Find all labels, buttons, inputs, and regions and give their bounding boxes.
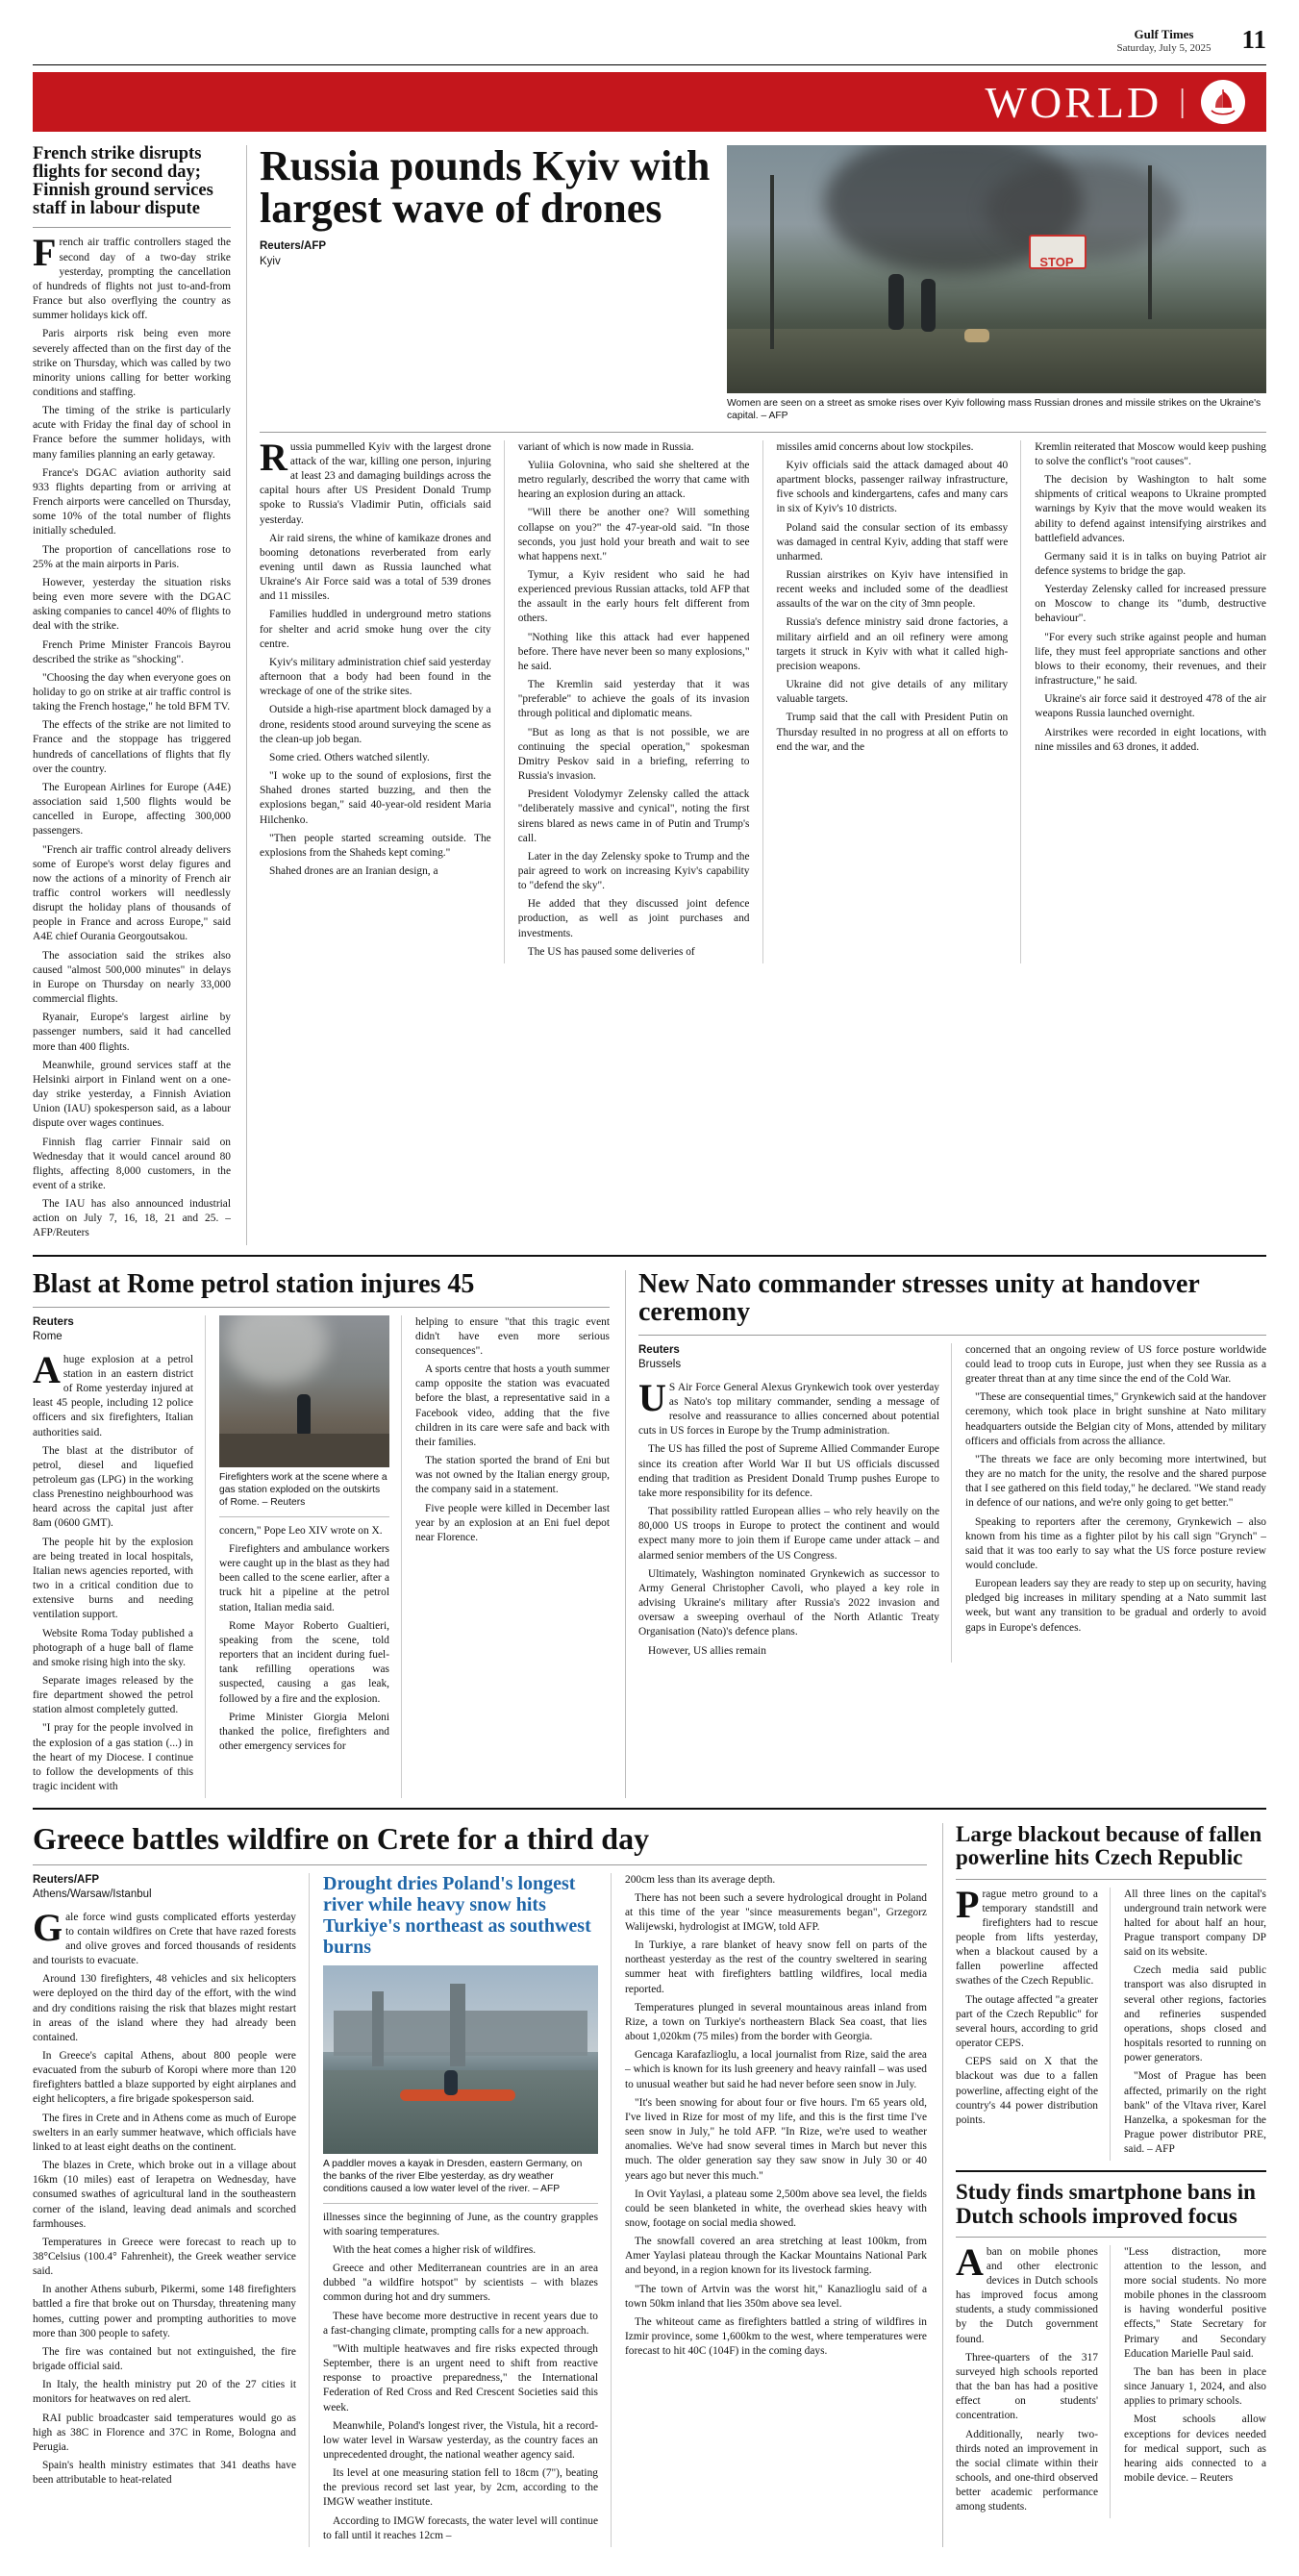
main-c2-p10: The US has paused some deliveries of (527, 945, 695, 958)
greece-col-2 (323, 1873, 612, 2547)
nato-c1-p1: The US has filled the post of Supreme Allied Commander Europe since its creation after World War II but US officials discussed ending that tradition as President Donald Trump pushes Europe to take more responsibility for its defence. (638, 1443, 939, 1499)
french-strike-para-11: The association said the strikes also caused "almost 500,000 minutes" in delays in Europe on Thursday on nearly 33,000 commercial flights. (33, 949, 231, 1006)
rome-c1-p4: Separate images released by the fire department showed the petrol station almost completely gutted. (33, 1675, 193, 1716)
rome-c3-p2: The station sported the brand of Eni but was not owned by the Italian energy group, the company said in a statement. (415, 1455, 610, 1496)
czech-p1: The outage affected "a greater part of the Czech Republic" for several hours, according to grid operator CEPS. (956, 1993, 1098, 2050)
french-strike-para-1: Paris airports risk being even more severely affected than on the first day of the strike on Thursday, which was called by two minority unions calling for better working conditions and staffing. (33, 328, 231, 398)
main-byline (260, 239, 712, 269)
rome-byline (33, 1315, 193, 1345)
main-c1-p0: Russia pummelled Kyiv with the largest drone attack of the war, killing one person, injuring at least 23 and damaging buildings across the capital hours after US President Donald Trump spoke to Russia's Vladimir Putin, officials said yesterday. (260, 435, 491, 526)
main-headline: Russia pounds Kyiv with largest wave of drones (260, 142, 711, 232)
greece-c1-p10: Spain's health ministry estimates that 341 deaths have been attributable to heat-related (33, 2460, 296, 2487)
main-col-1 (260, 435, 505, 963)
rome-c3-p0: helping to ensure "that this tragic event didn't have even more serious consequences". (415, 1315, 610, 1358)
main-c1-p5: Some cried. Others watched silently. (269, 751, 430, 763)
rome-c2-p0: concern," Pope Leo XIV wrote on X. (219, 1524, 383, 1537)
divider (638, 1335, 1266, 1336)
czech-p4: Czech media said public transport was also disrupted in several other regions, factories and refineries suspended operations, shops closed and hospitals resorted to running on power generators. (1124, 1964, 1266, 2064)
divider (33, 1307, 610, 1308)
nato-byline-agency: Reuters (638, 1343, 680, 1356)
kyiv-photo-caption: Women are seen on a street as smoke rises over Kyiv following mass Russian drones and missile strikes on the Ukraine's capital. – AFP (727, 398, 1262, 422)
page-number: 11 (1241, 25, 1266, 54)
greece-c3-p7: The snowfall covered an area stretching at least 100km, from Amer Yaylasi plateau through the Kackar Mountains National Park and beyond, in a region known for its livestock farming. (625, 2236, 927, 2277)
main-c4-p4: "For every such strike against people and human life, they must feel appropriate sanctions and other blows to their economy, their revenues, and their infrastructure," he said. (1035, 631, 1266, 688)
czech-col-1 (956, 1882, 1111, 2162)
section-divider-2 (33, 1808, 1266, 1810)
greece-c1-p3: The fires in Crete and in Athens come as much of Europe swelters in an early summer heatwave, which officials have linked to at least eight deaths on the continent. (33, 2112, 296, 2153)
greece-c1-p7: The fire was contained but not extinguished, the fire brigade official said. (33, 2345, 296, 2373)
middle-block (33, 1270, 1266, 1799)
dutch-smartphone-article (956, 2181, 1266, 2518)
main-c4-p0: Kremlin reiterated that Moscow would keep pushing to solve the conflict's "root causes". (1035, 440, 1266, 467)
dutch-col-1 (956, 2239, 1111, 2519)
section-banner (33, 72, 1266, 132)
right-bottom-column (942, 1823, 1266, 2547)
rome-col-2 (219, 1315, 402, 1799)
greece-col-3 (625, 1873, 927, 2547)
main-c2-p0: variant of which is now made in Russia. (517, 440, 694, 453)
french-strike-para-10: "French air traffic control already delivers some of Europe's worst delay figures and now the actions of a minority of French air traffic control workers will needlessly disrupt the holiday plans of thousands of people in France and across Europe," said A4E chief Ourania Georgoutsakou. (33, 843, 231, 943)
french-strike-para-4: The proportion of cancellations rose to 25% at the main airports in Paris. (33, 543, 231, 570)
banner-separator: | (1179, 84, 1186, 119)
gulf-times-logo-icon (1201, 80, 1245, 124)
greece-c1-p8: In Italy, the health ministry put 20 of the 27 cities it monitors for heatwaves on red alert. (33, 2379, 296, 2406)
dutch-p3: "Less distraction, more attention to the lesson, and more social students. No more mobile phones in the classroom is having wonderful positive effects," State Secretary for Primary and Secondary Education Marielle Paul said. (1124, 2245, 1266, 2360)
greece-c3-p9: The whiteout came as firefighters battled a string of wildfires in Izmir province, some 1,600km to the west, where temperatures were forecast to hit 40C (104F) in the coming days. (625, 2315, 927, 2358)
greece-c1-p6: In another Athens suburb, Pikermi, some 148 firefighters battled a fire that broke out on Thursday, threatening many homes, cutting power and prompting authorities to move more than 300 people to safety. (33, 2284, 296, 2339)
publication-name: Gulf Times (1134, 27, 1194, 42)
main-c3-p4: Russia's defence ministry said drone factories, a military airfield and an oil refinery were among targets it struck in Kyiv with what it called high-precision weapons. (776, 616, 1009, 672)
greece-wildfire-article (33, 1823, 927, 2547)
rome-c2-p2: Rome Mayor Roberto Gualtieri, speaking from the scene, told reporters that an incident during fuel-tank refilling operations was suspected, causing a gas leak, followed by a fire and the explosion. (219, 1619, 389, 1705)
nato-c2-p3: Speaking to reporters after the ceremony, Grynkewich – also known from his time as a fighter pilot by his call sign "Grynch" – said that it was too early to say what the US force posture review would conclude. (965, 1515, 1266, 1571)
rome-byline-place: Rome (33, 1331, 62, 1343)
greece-c1-p5: Temperatures in Greece were forecast to reach up to 38°Celsius (100.4° Fahrenheit), the Greek weather service said. (33, 2236, 296, 2278)
nato-c2-p2: "The threats we face are only becoming more intertwined, but they are no match for the unity, the resolve and the shared purpose that I see gathered on this field today," he declared. "We stand ready in defence of our nations, and we're only going to get better." (965, 1453, 1266, 1510)
dutch-headline: Study finds smartphone bans in Dutch schools improved focus (956, 2180, 1256, 2228)
main-c1-p3: Kyiv's military administration chief said yesterday afternoon that a body had been found in the wreckage of one of the strike sites. (260, 656, 491, 698)
rome-headline: Blast at Rome petrol station injures 45 (33, 1268, 475, 1299)
section-divider-3 (956, 2170, 1266, 2172)
main-c4-p2: Germany said it is in talks on buying Patriot air defence systems to bridge the gap. (1035, 550, 1266, 577)
rome-col-1 (33, 1315, 206, 1799)
divider (323, 2203, 598, 2204)
rome-c1-p0: Ahuge explosion at a petrol station in an eastern district of Rome yesterday injured at least 45 people, including 12 police officers and six firefighters, Italian authorities said. (33, 1347, 193, 1438)
main-c1-p4: Outside a high-rise apartment block damaged by a drone, residents stood around surveying the scene as the clean-up job began. (260, 704, 491, 745)
greece-c1-p2: In Greece's capital Athens, about 800 people were evacuated from the suburb of Koropi where more than 120 firefighters battled a blaze supported by eight airplanes and eight helicopters, a fire brigade spokesperson said. (33, 2049, 296, 2106)
main-c2-p3: Tymur, a Kyiv resident who said he had experienced previous Russian attacks, told AFP that the assault in the early hours felt different from others. (517, 569, 750, 625)
french-strike-para-3: France's DGAC aviation authority said 933 flights departing from or arriving at French airports were cancelled on Thursday, some 10% of the total number of flights initially scheduled. (33, 466, 231, 538)
french-strike-para-12: Ryanair, Europe's largest airline by passenger numbers, said it had cancelled more than 400 flights. (33, 1012, 231, 1053)
nato-byline-place: Brussels (638, 1359, 682, 1371)
section-divider-1 (33, 1255, 1266, 1257)
rome-c1-p1: The blast at the distributor of petrol, diesel and liquefied petroleum gas (LPG) in the working class Prenestino neighbourhood was heard across the capital just after 8am (0600 GMT). (33, 1444, 193, 1530)
divider (956, 1879, 1266, 1880)
divider (260, 432, 1266, 433)
rome-c3-p3: Five people were killed in December last year by an explosion at an Eni fuel depot near Florence. (415, 1502, 610, 1543)
main-c2-p6: "But as long as that is not possible, we are continuing the special operation," spokesman Dmitry Peskov said in a briefing, referring to Russia's invasion. (517, 726, 750, 783)
main-c3-p6: Trump said that the call with President Putin on Thursday resulted in no progress at all on efforts to end the war, and the (776, 712, 1009, 753)
divider (956, 2237, 1266, 2238)
greece-c1-p4: The blazes in Crete, which broke out in a village about 16km (10 miles) east of Ierapetra on Wednesday, have consumed swathes of agricultural land in the southeastern corner of the island, leaving dead animals and scorched farmhouses. (33, 2160, 296, 2230)
bottom-block (33, 1823, 1266, 2547)
rome-c1-p2: The people hit by the explosion are being treated in local hospitals, Italian news agencies reported, with two in a critical condition due to extensive burns and needing ventilation support. (33, 1536, 193, 1621)
rome-blast-article (33, 1270, 610, 1799)
greece-c1-p1: Around 130 firefighters, 48 vehicles and six helicopters were deployed on the third day of the effort, with the wind and dry conditions raising the risk that blazes might restart in areas of the island where they had already been contained. (33, 1973, 296, 2043)
greece-c2-p2: Greece and other Mediterranean countries are in an area dubbed "a wildfire hotspot" by scientists – with blazes common during hot and dry summers. (323, 2263, 598, 2304)
french-strike-para-6: French Prime Minister Francois Bayrou described the strike as "shocking". (33, 638, 231, 665)
main-byline-place: Kyiv (260, 255, 281, 267)
dutch-p2: Additionally, nearly two-thirds noted an improvement in the social climate within their schools, and one-third observed better academic performance among students. (956, 2428, 1098, 2513)
nato-headline: New Nato commander stresses unity at handover ceremony (638, 1268, 1200, 1327)
greece-c3-p3: Temperatures plunged in several mountainous areas inland from Rize, a town on Turkiye's northeastern Black Sea coast, that lies about 1,020km (75 miles) from the border with Georgia. (625, 2001, 927, 2043)
french-strike-article (33, 145, 231, 1245)
top-block (33, 142, 1266, 1245)
greece-byline (33, 1873, 296, 1903)
main-c2-p1: Yuliia Golovnina, who said she sheltered at the metro regularly, described the worry that came with hearing an explosion during an attack. (517, 459, 750, 501)
main-byline-agency: Reuters/AFP (260, 240, 327, 252)
greece-c2-p0: illnesses since the beginning of June, as the country grapples with soaring temperatures. (323, 2211, 598, 2238)
czech-headline: Large blackout because of fallen powerline hits Czech Republic (956, 1822, 1262, 1870)
divider (33, 227, 231, 228)
masthead (33, 25, 1266, 61)
nato-c1-p2: That possibility rattled European allies – who rely heavily on the 80,000 US troops in Europe to protect the continent and would expect many more to join them if Europe came under attack – and alarmed senior members of the US Congress. (638, 1506, 939, 1562)
main-c3-p1: Kyiv officials said the attack damaged about 40 apartment blocks, passenger railway infrastructure, five schools and kindergartens, cafes and many cars in six of Kyiv's 10 districts. (776, 459, 1009, 515)
main-c2-p2: "Will there be another one? Will something collapse on you?" the 47-year-old said. "In those seconds, you just hold your breath and wait to see what happens next." (517, 507, 750, 563)
greece-col-1 (33, 1873, 310, 2547)
main-c2-p5: The Kremlin said yesterday that it was "preferable" to achieve the goals of its invasion through political and diplomatic means. (517, 679, 750, 720)
main-c3-p0: missiles amid concerns about low stockpiles. (776, 440, 974, 453)
greece-headline: Greece battles wildfire on Crete for a third day (33, 1821, 650, 1857)
main-c1-p2: Families huddled in underground metro stations for shelter and acrid smoke hung over the city centre. (260, 609, 491, 650)
french-strike-para-0: French air traffic controllers staged the second day of a two-day strike yesterday, prompting the cancellation of hundreds of flights not just to-and-from France but also overflying the country as summer holidays kick off. (33, 231, 231, 322)
dresden-photo (323, 1965, 598, 2154)
publication-date: Saturday, July 5, 2025 (1116, 42, 1212, 55)
rome-c2-p1: Firefighters and ambulance workers were caught up in the blast as they had been called to the scene earlier, after a truck hit a pipeline at the petrol station, Italian media said. (219, 1542, 389, 1613)
french-strike-para-7: "Choosing the day when everyone goes on holiday to go on strike at air traffic control is taking the French hostage," he told BFM TV. (33, 671, 231, 713)
greece-c3-p5: "It's been snowing for about four or five hours. I'm 65 years old, I've lived in Rize for most of my life, and this is the first time I've seen snow in July," he told AFP. "In Rize, we're used to weather anomalies. We've had snow several times in March but never this much. The older generation say they saw snow in July 30 or 40 years ago but never this much." (625, 2096, 927, 2182)
masthead-center (1117, 28, 1212, 55)
french-strike-para-5: However, yesterday the situation risks being even more severe with the DGAC asking companies to cancel 40% of flights to deal with the strike. (33, 576, 231, 633)
french-strike-para-14: Finnish flag carrier Finnair said on Wednesday that it would cancel around 80 flights, affecting 8,000 customers, in the event of a strike. (33, 1136, 231, 1191)
masthead-rule (33, 64, 1266, 65)
greece-sub-headline: Drought dries Poland's longest river while heavy snow hits Turkiye's northeast as southwest burns (323, 1872, 591, 1958)
nato-col-2 (965, 1343, 1266, 1663)
greece-c3-p6: In Ovit Yaylasi, a plateau some 2,500m above sea level, the fields could be seen blanketed in white, the overhead skies heavy with snow, footage on social media showed. (625, 2188, 927, 2229)
czech-p0: Prague metro ground to a temporary standstill and firefighters had to rescue people from lifts yesterday, when a blackout caused by a fallen powerline affected swathes of the Czech Republic. (956, 1882, 1098, 1988)
greece-c3-p0: 200cm less than its average depth. (625, 1873, 776, 1886)
main-c1-p1: Air raid sirens, the whine of kamikaze drones and booming detonations reverberated from early evening until dawn as Russia launched what Ukraine's Air Force said was a total of 539 drones and 11 missiles. (260, 532, 491, 603)
french-strike-para-8: The effects of the strike are not limited to France and the stoppage has triggered hundreds of cancellations of flights that fly over the country. (33, 719, 231, 775)
dutch-p0: Aban on mobile phones and other electronic devices in Dutch schools has improved focus among students, a study commissioned by the Dutch government found. (956, 2239, 1098, 2345)
greece-c3-p4: Gencaga Karafazlioglu, a local journalist from Rize, said the area – which is known for its lush greenery and heavy rainfall – was used to unusual weather but said he had never before seen snow in July. (625, 2049, 927, 2090)
greece-c3-p8: "The town of Artvin was the worst hit," Kanazlioglu said of a town 50km inland that lies 350m above sea level. (625, 2283, 927, 2310)
rome-col-3 (415, 1315, 610, 1799)
greece-c2-p4: "With multiple heatwaves and fire risks expected through September, there is an urgent need to shift from reactive response to proactive preparedness," the International Federation of Red Cross and Red Crescent Societies said this week. (323, 2342, 598, 2413)
rome-byline-agency: Reuters (33, 1315, 74, 1328)
dutch-p5: Most schools allow exceptions for devices needed for medical support, such as hearing aids connected to a mobile device. – Reuters (1124, 2413, 1266, 2484)
french-strike-para-9: The European Airlines for Europe (A4E) association said 1,500 flights would be cancelled in Europe, affecting 300,000 passengers. (33, 781, 231, 838)
main-c1-p7: "Then people started screaming outside. The explosions from the Shaheds kept coming." (260, 832, 491, 859)
rome-photo-caption: Firefighters work at the scene where a gas station exploded on the outskirts of Rome. – Reuters (219, 1471, 387, 1509)
dutch-p4: The ban has been in place since January 1, 2024, and also applies to primary schools. (1124, 2365, 1266, 2408)
czech-p3: All three lines on the capital's underground train network were halted for about half an hour, Prague transport company DP said on its website. (1124, 1888, 1266, 1959)
dresden-photo-caption: A paddler moves a kayak in Dresden, eastern Germany, on the banks of the river Elbe yesterday, as dry weather conditions caused a low water level of the river. – AFP (323, 2158, 583, 2195)
greece-byline-place: Athens/Warsaw/Istanbul (33, 1888, 152, 1901)
czech-p5: "Most of Prague has been affected, primarily on the right bank" of the Vltava river, Karel Hanzelka, a spokesman for the Prague power distributor PRE, said. – AFP (1124, 2070, 1266, 2156)
french-strike-headline: French strike disrupts flights for second day; Finnish ground services staff in labour dispute (33, 144, 213, 218)
main-c4-p3: Yesterday Zelensky called for increased pressure on Moscow to change its "dumb, destructive behaviour". (1035, 584, 1266, 625)
main-c3-p2: Poland said the consular section of its embassy was damaged in central Kyiv, adding that staff were unharmed. (776, 521, 1009, 563)
greece-c2-p6: Its level at one measuring station fell to 18cm (7"), beating the previous record set last year, by 2cm, according to the IMGW weather institute. (323, 2467, 598, 2509)
greece-c2-p1: With the heat comes a higher risk of wildfires. (333, 2243, 537, 2256)
nato-article (625, 1270, 1266, 1799)
greece-c3-p2: In Turkiye, a rare blanket of heavy snow fell on parts of the northeast yesterday as the rest of the country sweltered in searing summer heat with firefighters battling wildfires, local media reported. (625, 1939, 927, 1995)
greece-c3-p1: There has not been such a severe hydrological drought in Poland at this time of the year "since measurements began", Grzegorz Walijewski, hydrologist at IMGW, told AFP. (625, 1891, 927, 1933)
main-c2-p9: He added that they discussed joint defence production, as well as joint purchases and investments. (517, 898, 750, 939)
greece-c2-p3: These have become more destructive in recent years due to a fast-changing climate, prompting calls for a new approach. (323, 2310, 598, 2337)
main-c3-p3: Russian airstrikes on Kyiv have intensified in recent weeks and included some of the deadliest assaults of the war on the city of 3mn people. (776, 569, 1009, 611)
nato-c2-p0: concerned that an ongoing review of US force posture worldwide could lead to troop cuts in Europe, just when they see Russia as a greater threat than at any time since the end of the Cold War. (965, 1343, 1266, 1386)
main-c4-p1: The decision by Washington to halt some shipments of critical weapons to Ukraine prompted warnings by Kyiv that the move would weaken its ability to defend against intensifying airstrikes and battlefield advances. (1035, 474, 1266, 544)
nato-c2-p4: European leaders say they are ready to step up on security, having pledged big increases in military spending at a Nato summit last week, but want any transition to be gradual and orderly to avoid gaps in Europe's defences. (965, 1578, 1266, 1634)
rome-c3-p1: A sports centre that hosts a youth summer camp opposite the station was evacuated before the blast, a representative said in a Facebook video, adding that the five children in its care were safe and back with their families. (415, 1363, 610, 1448)
czech-p2: CEPS said on X that the blackout was due to a fallen powerline, affecting eight of the country's 44 power distribution points. (956, 2056, 1098, 2126)
czech-blackout-article (956, 1823, 1266, 2161)
main-col-2 (518, 440, 763, 963)
greece-c2-p5: Meanwhile, Poland's longest river, the Vistula, hit a record-low water level in Warsaw yesterday, as the country faces an unprecedented drought, the national weather agency said. (323, 2419, 598, 2461)
czech-col-2 (1124, 1888, 1266, 2162)
nato-c1-p0: US Air Force General Alexus Grynkewich took over yesterday as Nato's top military commander, sending a message of resolve and reassurance to allies concerned about potential cuts in US forces in Europe by the Trump administration. (638, 1375, 939, 1438)
main-c2-p7: President Volodymyr Zelensky called the attack "deliberately massive and cynical", noting the first sirens blared as news came in of Putin and Trump's call. (517, 788, 750, 844)
rome-c2-p3: Prime Minister Giorgia Meloni thanked the police, firefighters and other emergency services for (219, 1711, 389, 1753)
main-c3-p5: Ukraine did not give details of any military valuable targets. (776, 679, 1009, 706)
main-c1-p8: Shahed drones are an Iranian design, a (269, 864, 438, 877)
main-c4-p6: Airstrikes were recorded in eight locations, with nine missiles and 63 drones, it added. (1035, 726, 1266, 753)
french-strike-para-13: Meanwhile, ground services staff at the Helsinki airport in Finland went on a one-day strike yesterday, a Finnish Aviation Union (IAU) spokesperson said, as a labour dispute over wages continues. (33, 1059, 231, 1130)
main-c2-p4: "Nothing like this attack had ever happened before. There have never been so many explosions," he said. (517, 631, 750, 672)
greece-c1-p0: Gale force wind gusts complicated efforts yesterday to contain wildfires on Crete that have razed forests and olive groves and forced thousands of residents and tourists to evacuate. (33, 1905, 296, 1967)
main-c4-p5: Ukraine's air force said it destroyed 478 of the air weapons Russia launched overnight. (1035, 693, 1266, 720)
russia-kyiv-article (246, 142, 1266, 1245)
main-c2-p8: Later in the day Zelensky spoke to Trump and the pair agreed to work on increasing Kyiv's capability to "defend the sky". (517, 850, 750, 892)
rome-c1-p5: "I pray for the people involved in the explosion of a gas station (...) in the heart of my Diocese. I continue to follow the developments of this tragic incident with (33, 1722, 193, 1793)
french-strike-para-2: The timing of the strike is particularly acute with Friday the final day of school in France before the summer holidays, with many families planning an early getaway. (33, 405, 231, 461)
nato-col-1 (638, 1343, 952, 1663)
greece-byline-agency: Reuters/AFP (33, 1873, 100, 1886)
rome-c1-p3: Website Roma Today published a photograph of a huge ball of flame and smoke rising high into the sky. (33, 1627, 193, 1668)
kyiv-photo: STOP (727, 145, 1266, 393)
rome-photo (219, 1315, 389, 1467)
main-c1-p6: "I woke up to the sound of explosions, first the Shahed drones started buzzing, and then the explosions began," said 40-year-old resident Maria Hilchenko. (260, 770, 491, 826)
nato-c2-p1: "These are consequential times," Grynkewich said at the handover ceremony, which took place in bright sunshine at Nato military headquarters outside the Belgian city of Mons, attended by military officers and officials from across the alliance. (965, 1391, 1266, 1447)
dutch-col-2 (1124, 2245, 1266, 2519)
main-col-4 (1035, 440, 1266, 963)
nato-byline (638, 1343, 939, 1373)
nato-c1-p3: Ultimately, Washington nominated Grynkewich as successor to Army General Christopher Cavoli, who played a key role in advising Ukraine's military after Russia's 2022 invasion and oversaw a sweeping overhaul of the North Atlantic Treaty Organisation (Nato)'s defence plans. (638, 1567, 939, 1638)
dutch-p1: Three-quarters of the 317 surveyed high schools reported that the ban has had a positive effect on students' concentration. (956, 2351, 1098, 2422)
divider (33, 1864, 927, 1865)
divider (219, 1516, 389, 1517)
greece-c1-p9: RAI public broadcaster said temperatures would go as high as 38C in Florence and 37C in Rome, Bologna and Perugia. (33, 2412, 296, 2453)
greece-c2-p7: According to IMGW forecasts, the water level will continue to fall until it reaches 12cm – (323, 2514, 598, 2541)
french-strike-para-15: The IAU has also announced industrial action on July 7, 16, 18, 21 and 25. – AFP/Reuters (33, 1198, 231, 1239)
nato-c1-p4: However, US allies remain (648, 1644, 766, 1657)
main-col-3 (777, 440, 1022, 963)
section-title: WORLD (985, 77, 1162, 127)
